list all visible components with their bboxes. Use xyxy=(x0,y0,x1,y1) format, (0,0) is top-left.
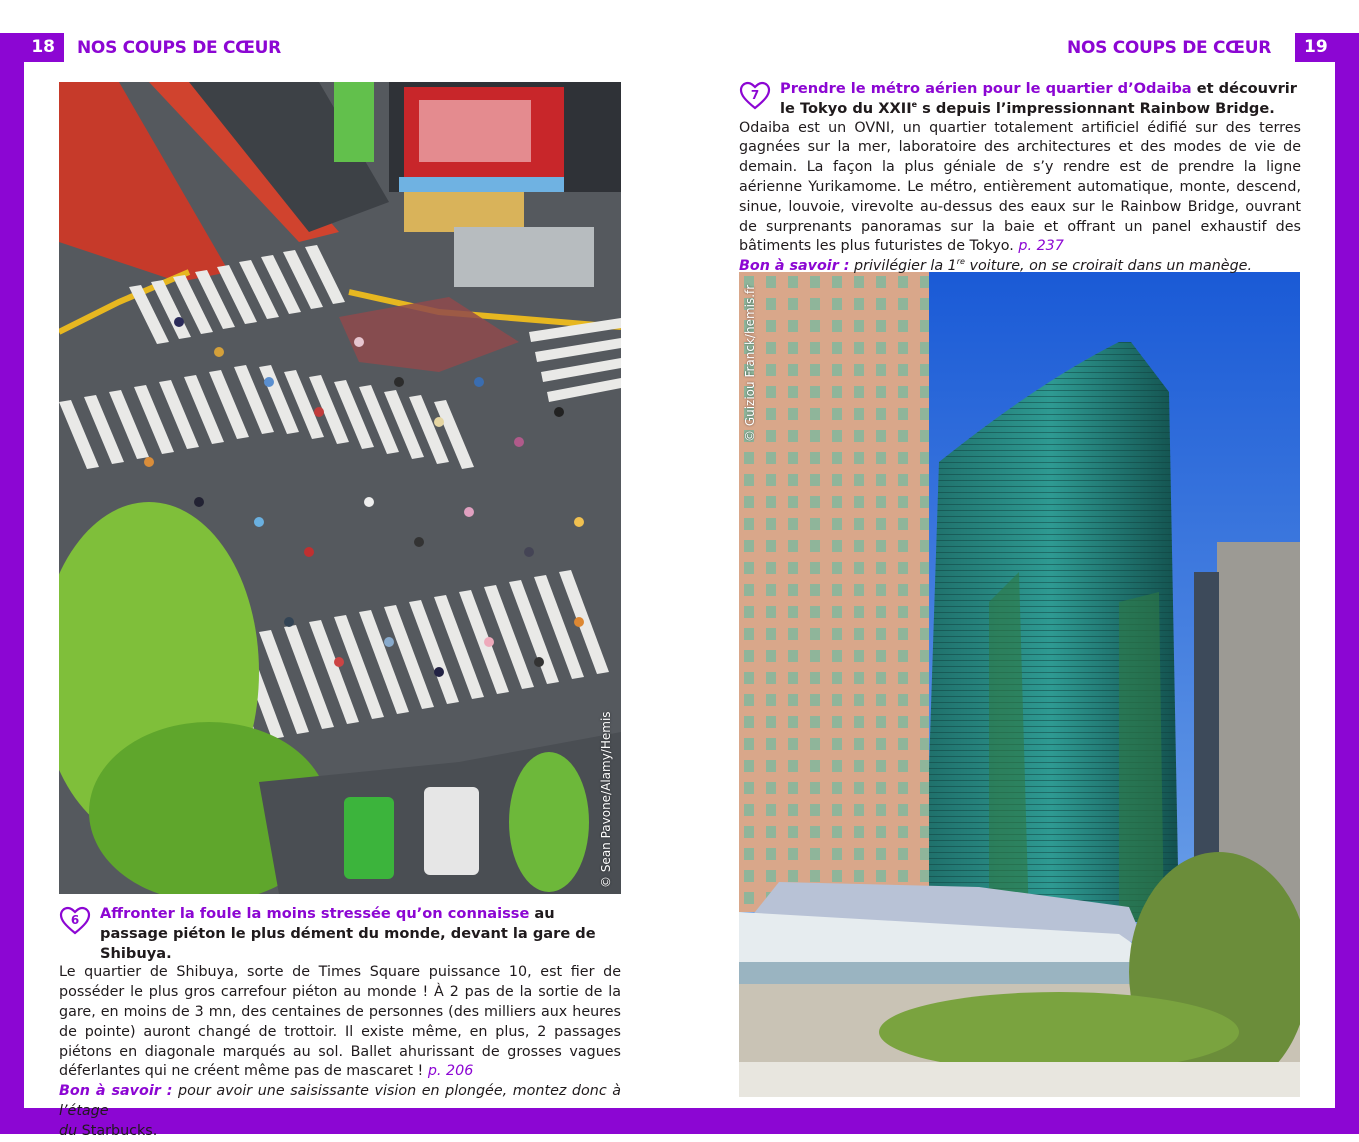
entry-6-tip xyxy=(59,1082,621,1141)
photo-odaiba-towers xyxy=(739,272,1300,1097)
page-frame-left xyxy=(0,33,24,1134)
page-number-tab-left xyxy=(0,33,64,62)
entry-7-body xyxy=(739,119,1301,258)
entry-7-tip-sup: re xyxy=(956,257,965,267)
heart-icon xyxy=(59,906,91,936)
running-head-right: NOS COUPS DE CŒUR xyxy=(1067,38,1271,58)
entry-6-tip-text: pour avoir une saisissante vision en plongée, montez donc à l’étage xyxy=(59,1083,621,1119)
entry-7-page-ref[interactable]: p. 237 xyxy=(1018,238,1064,255)
page-number-tab-right xyxy=(1295,33,1359,62)
entry-7-title-sup: e xyxy=(911,99,918,109)
entry-7-body-text: Odaiba est un OVNI, un quartier totalement artificiel édifié sur des terres gagnées sur la mer, laboratoire des architectures et des modes de vie de demain. La façon la plus géniale de s’y rendre est de prendre la ligne aérienne Yurikamome. Le métro, entièrement automatique, monte, descend, sinue, louvoie, virevolte au-dessus des eaux sur le Rainbow Bridge, ouvrant de surprenants panoramas sur la baie et offrant un panel exhaustif des bâtiments les plus futuristes de Tokyo. xyxy=(739,119,1301,255)
entry-7-title xyxy=(739,79,1301,119)
entry-6-title xyxy=(59,904,621,963)
photo-credit-right: © Guiziou Franck/hemis.fr xyxy=(743,284,757,442)
page-frame-right xyxy=(1335,33,1359,1134)
odaiba-illustration xyxy=(739,272,1300,1097)
white-taxi xyxy=(424,787,479,875)
entry-6-title-rest: au passage piéton le plus dément du monde, devant la gare de Shibuya. xyxy=(100,905,596,962)
entry-7-title-rest-1: et découvrir le Tokyo du XXII xyxy=(780,80,1297,117)
entry-6-page-ref[interactable]: p. 206 xyxy=(427,1063,474,1080)
entry-7-tip-text-2: voiture, on se croirait dans un manège. xyxy=(964,258,1253,275)
entry-7 xyxy=(739,79,1301,277)
entry-7-title-highlight: Prendre le métro aérien pour le quartier d’Odaiba xyxy=(780,80,1192,97)
tan-tower xyxy=(739,272,929,912)
green-taxi xyxy=(344,797,394,879)
entry-7-title-rest-2: s depuis l’impressionnant Rainbow Bridge. xyxy=(917,99,1275,117)
entry-6-title-highlight: Affronter la foule la moins stressée qu’on connaisse xyxy=(100,905,530,922)
running-head-left: NOS COUPS DE CŒUR xyxy=(77,38,281,58)
entry-6-tip-end: Starbucks. xyxy=(77,1122,158,1139)
photo-shibuya-crossing xyxy=(59,82,621,894)
entry-6-body xyxy=(59,963,621,1082)
entry-6-tip-du: du xyxy=(59,1122,78,1139)
heart-icon xyxy=(739,81,771,111)
entry-6-body-text: Le quartier de Shibuya, sorte de Times Square puissance 10, est fier de posséder le plus gros carrefour piéton au monde ! À 2 pas de la sortie de la gare, en moins de 3 mn, des centaines de personnes (des milliers aux heures de pointe) auront changé de trottoir. Il existe même, en plus, 2 passages piétons en diagonale marqués au sol. Ballet ahurissant de grosses vagues déferlantes qui ne créent même pas de mascaret ! xyxy=(59,964,621,1080)
entry-6-tip-label: Bon à savoir : xyxy=(59,1083,173,1100)
photo-credit-left: © Sean Pavone/Alamy/Hemis xyxy=(599,711,613,888)
entry-6 xyxy=(59,904,621,1142)
page-number-right: 19 xyxy=(1304,37,1328,57)
page-number-left: 18 xyxy=(31,37,55,57)
shibuya-illustration xyxy=(59,82,621,894)
entry-7-tip-label: Bon à savoir : xyxy=(739,258,850,275)
entry-7-number: 7 xyxy=(750,88,760,102)
entry-7-tip-text-1: privilégier la 1 xyxy=(849,258,957,275)
entry-7-tip xyxy=(739,257,1301,277)
entry-6-number: 6 xyxy=(70,913,80,927)
